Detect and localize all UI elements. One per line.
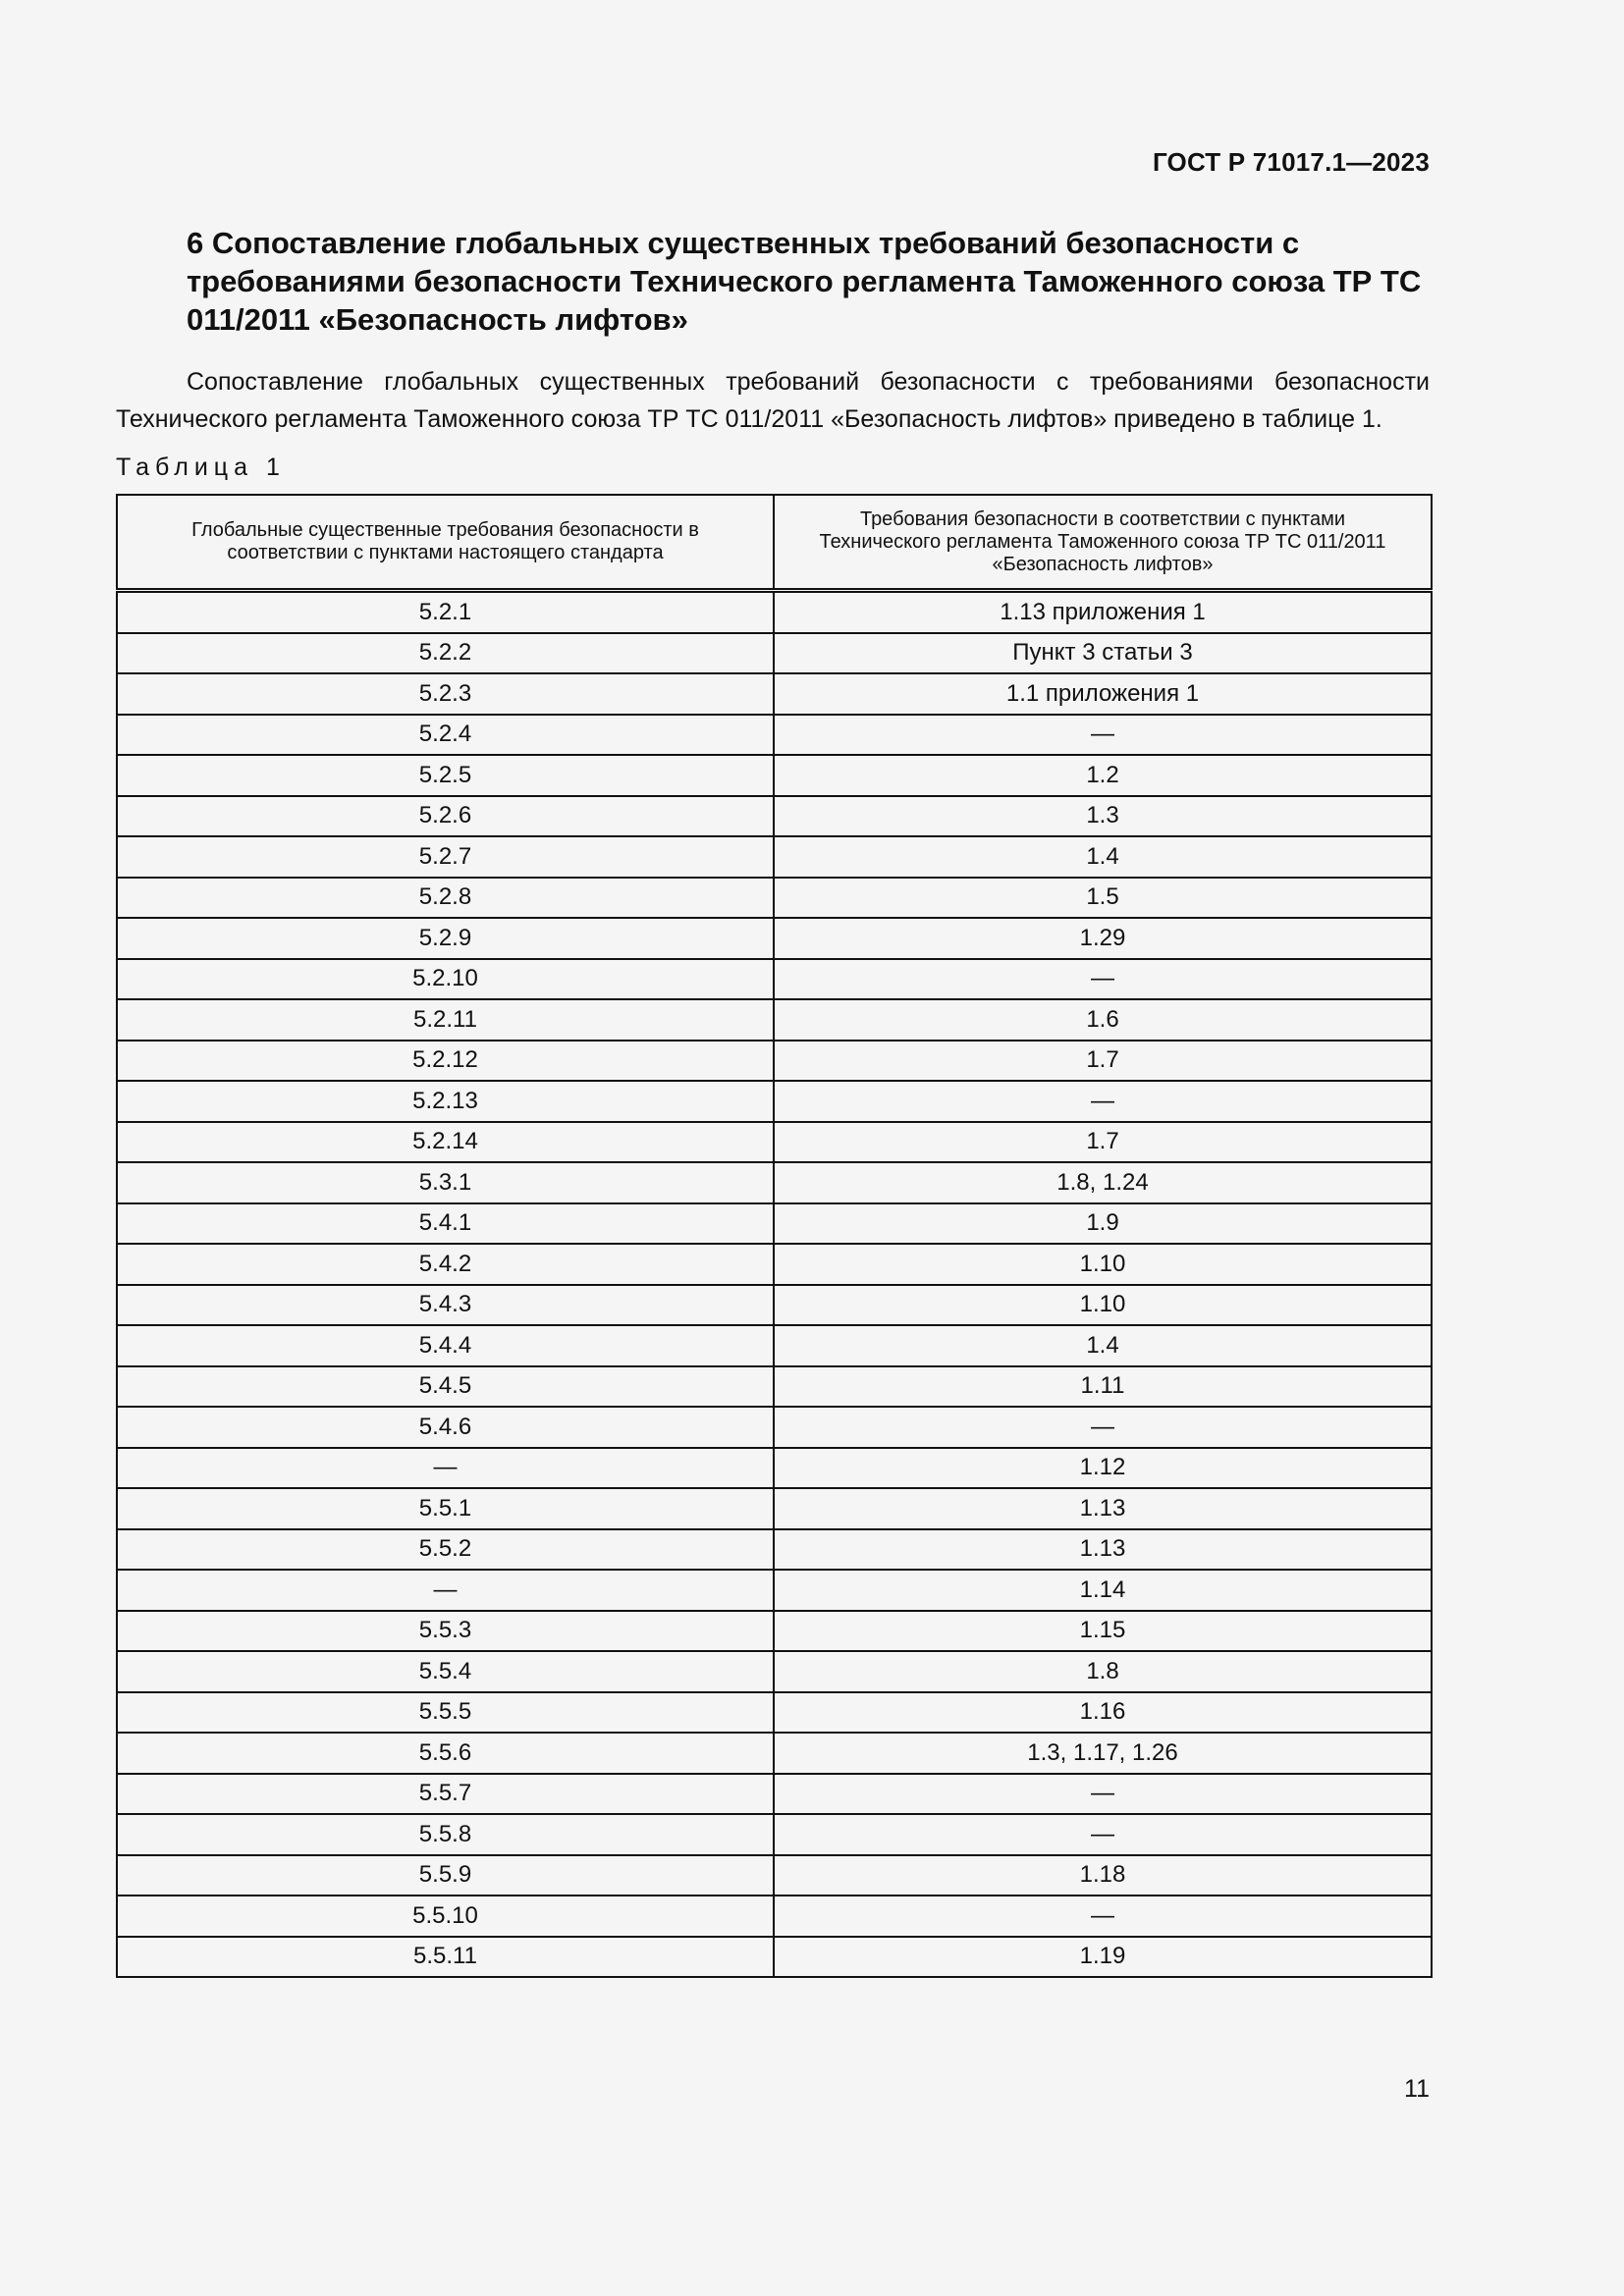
cell-tr-ts-clause: Пункт 3 статьи 3 (774, 633, 1432, 674)
cell-tr-ts-clause: 1.3, 1.17, 1.26 (774, 1733, 1432, 1774)
cell-standard-clause: 5.2.9 (117, 918, 774, 959)
cell-standard-clause: 5.2.11 (117, 999, 774, 1041)
cell-standard-clause: 5.2.13 (117, 1081, 774, 1122)
cell-standard-clause: 5.5.6 (117, 1733, 774, 1774)
cell-tr-ts-clause: 1.4 (774, 836, 1432, 878)
table-row (117, 1896, 1432, 1937)
cell-tr-ts-clause: 1.13 (774, 1529, 1432, 1571)
table-row (117, 1081, 1432, 1122)
page-number: 11 (1404, 2075, 1430, 2103)
table-row (117, 1203, 1432, 1245)
cell-tr-ts-clause: 1.11 (774, 1366, 1432, 1408)
table-row (117, 1570, 1432, 1611)
cell-tr-ts-clause: 1.9 (774, 1203, 1432, 1245)
table-row (117, 878, 1432, 919)
table-row (117, 999, 1432, 1041)
table-row (117, 1733, 1432, 1774)
cell-tr-ts-clause: — (774, 1407, 1432, 1448)
cell-tr-ts-clause: — (774, 959, 1432, 1000)
cell-standard-clause: 5.2.7 (117, 836, 774, 878)
table-row (117, 918, 1432, 959)
cell-standard-clause: 5.2.5 (117, 755, 774, 796)
table-row (117, 1244, 1432, 1285)
cell-tr-ts-clause: 1.29 (774, 918, 1432, 959)
cell-tr-ts-clause: 1.5 (774, 878, 1432, 919)
cell-tr-ts-clause: 1.14 (774, 1570, 1432, 1611)
cell-tr-ts-clause: 1.1 приложения 1 (774, 673, 1432, 715)
cell-standard-clause: 5.2.2 (117, 633, 774, 674)
cell-tr-ts-clause: 1.16 (774, 1692, 1432, 1734)
cell-tr-ts-clause: — (774, 715, 1432, 756)
cell-tr-ts-clause: 1.2 (774, 755, 1432, 796)
cell-standard-clause: — (117, 1570, 774, 1611)
cell-standard-clause: 5.5.9 (117, 1855, 774, 1896)
cell-tr-ts-clause: 1.19 (774, 1937, 1432, 1978)
cell-standard-clause: 5.5.3 (117, 1611, 774, 1652)
table-body (117, 591, 1432, 1978)
cell-tr-ts-clause: 1.3 (774, 796, 1432, 837)
table-header-row (117, 495, 1432, 591)
cell-standard-clause: 5.5.8 (117, 1814, 774, 1855)
cell-tr-ts-clause: 1.12 (774, 1448, 1432, 1489)
table-row (117, 1325, 1432, 1366)
cell-standard-clause: 5.4.1 (117, 1203, 774, 1245)
cell-standard-clause: 5.5.11 (117, 1937, 774, 1978)
table-row (117, 1774, 1432, 1815)
cell-tr-ts-clause: — (774, 1814, 1432, 1855)
header-global-requirements: Глобальные существенные требования безопасности в соответствии с пунктами настоящего стандарта (117, 495, 774, 591)
header-tr-ts-requirements: Требования безопасности в соответствии с пунктами Технического регламента Таможенного союза ТР ТС 011/2011 «Безопасность лифтов» (774, 495, 1432, 591)
table-row (117, 1285, 1432, 1326)
cell-tr-ts-clause: 1.8, 1.24 (774, 1162, 1432, 1203)
table-row (117, 796, 1432, 837)
table-row (117, 673, 1432, 715)
table-row (117, 1937, 1432, 1978)
table-row (117, 633, 1432, 674)
cell-standard-clause: 5.2.3 (117, 673, 774, 715)
table-row (117, 1448, 1432, 1489)
cell-tr-ts-clause: — (774, 1081, 1432, 1122)
table-row (117, 1855, 1432, 1896)
table-row (117, 1162, 1432, 1203)
table-row (117, 959, 1432, 1000)
table-row (117, 1692, 1432, 1734)
cell-tr-ts-clause: 1.15 (774, 1611, 1432, 1652)
cell-tr-ts-clause: — (774, 1896, 1432, 1937)
cell-standard-clause: 5.5.10 (117, 1896, 774, 1937)
cell-standard-clause: 5.4.4 (117, 1325, 774, 1366)
cell-tr-ts-clause: — (774, 1774, 1432, 1815)
cell-standard-clause: 5.5.4 (117, 1651, 774, 1692)
table-row (117, 715, 1432, 756)
table-row (117, 1366, 1432, 1408)
cell-standard-clause: 5.2.8 (117, 878, 774, 919)
cell-standard-clause: 5.2.14 (117, 1122, 774, 1163)
cell-standard-clause: 5.5.5 (117, 1692, 774, 1734)
cell-standard-clause: 5.4.2 (117, 1244, 774, 1285)
cell-tr-ts-clause: 1.7 (774, 1122, 1432, 1163)
cell-tr-ts-clause: 1.10 (774, 1285, 1432, 1326)
cell-tr-ts-clause: 1.4 (774, 1325, 1432, 1366)
cell-standard-clause: 5.2.1 (117, 591, 774, 633)
cell-tr-ts-clause: 1.8 (774, 1651, 1432, 1692)
cell-standard-clause: 5.5.2 (117, 1529, 774, 1571)
cell-standard-clause: 5.4.3 (117, 1285, 774, 1326)
intro-paragraph: Сопоставление глобальных существенных требований безопасности с требованиями безопасности Технического регламента Таможенного союза ТР ТС 011/2011 «Безопасность лифтов» приведено в таблице 1. (116, 368, 1430, 433)
table-row (117, 591, 1432, 633)
document-code: ГОСТ Р 71017.1—2023 (1152, 147, 1430, 177)
cell-standard-clause: — (117, 1448, 774, 1489)
cell-standard-clause: 5.5.7 (117, 1774, 774, 1815)
table-caption: Таблица 1 (116, 454, 286, 481)
table-row (117, 836, 1432, 878)
cell-standard-clause: 5.2.10 (117, 959, 774, 1000)
cell-tr-ts-clause: 1.18 (774, 1855, 1432, 1896)
requirements-table (116, 494, 1433, 1978)
table-row (117, 1122, 1432, 1163)
cell-tr-ts-clause: 1.13 (774, 1488, 1432, 1529)
cell-standard-clause: 5.2.6 (117, 796, 774, 837)
table-row (117, 1488, 1432, 1529)
cell-tr-ts-clause: 1.10 (774, 1244, 1432, 1285)
table-row (117, 755, 1432, 796)
cell-standard-clause: 5.5.1 (117, 1488, 774, 1529)
table-row (117, 1651, 1432, 1692)
cell-tr-ts-clause: 1.6 (774, 999, 1432, 1041)
table-row (117, 1611, 1432, 1652)
table-row (117, 1529, 1432, 1571)
table-row (117, 1407, 1432, 1448)
cell-standard-clause: 5.4.5 (117, 1366, 774, 1408)
table-row (117, 1041, 1432, 1082)
cell-standard-clause: 5.2.4 (117, 715, 774, 756)
cell-standard-clause: 5.3.1 (117, 1162, 774, 1203)
cell-standard-clause: 5.4.6 (117, 1407, 774, 1448)
cell-tr-ts-clause: 1.7 (774, 1041, 1432, 1082)
cell-tr-ts-clause: 1.13 приложения 1 (774, 591, 1432, 633)
section-title: 6 Сопоставление глобальных существенных требований безопасности с требованиями безопасности Технического регламента Таможенного союза ТР ТС 011/2011 «Безопасность лифтов» (187, 226, 1422, 337)
table-row (117, 1814, 1432, 1855)
cell-standard-clause: 5.2.12 (117, 1041, 774, 1082)
